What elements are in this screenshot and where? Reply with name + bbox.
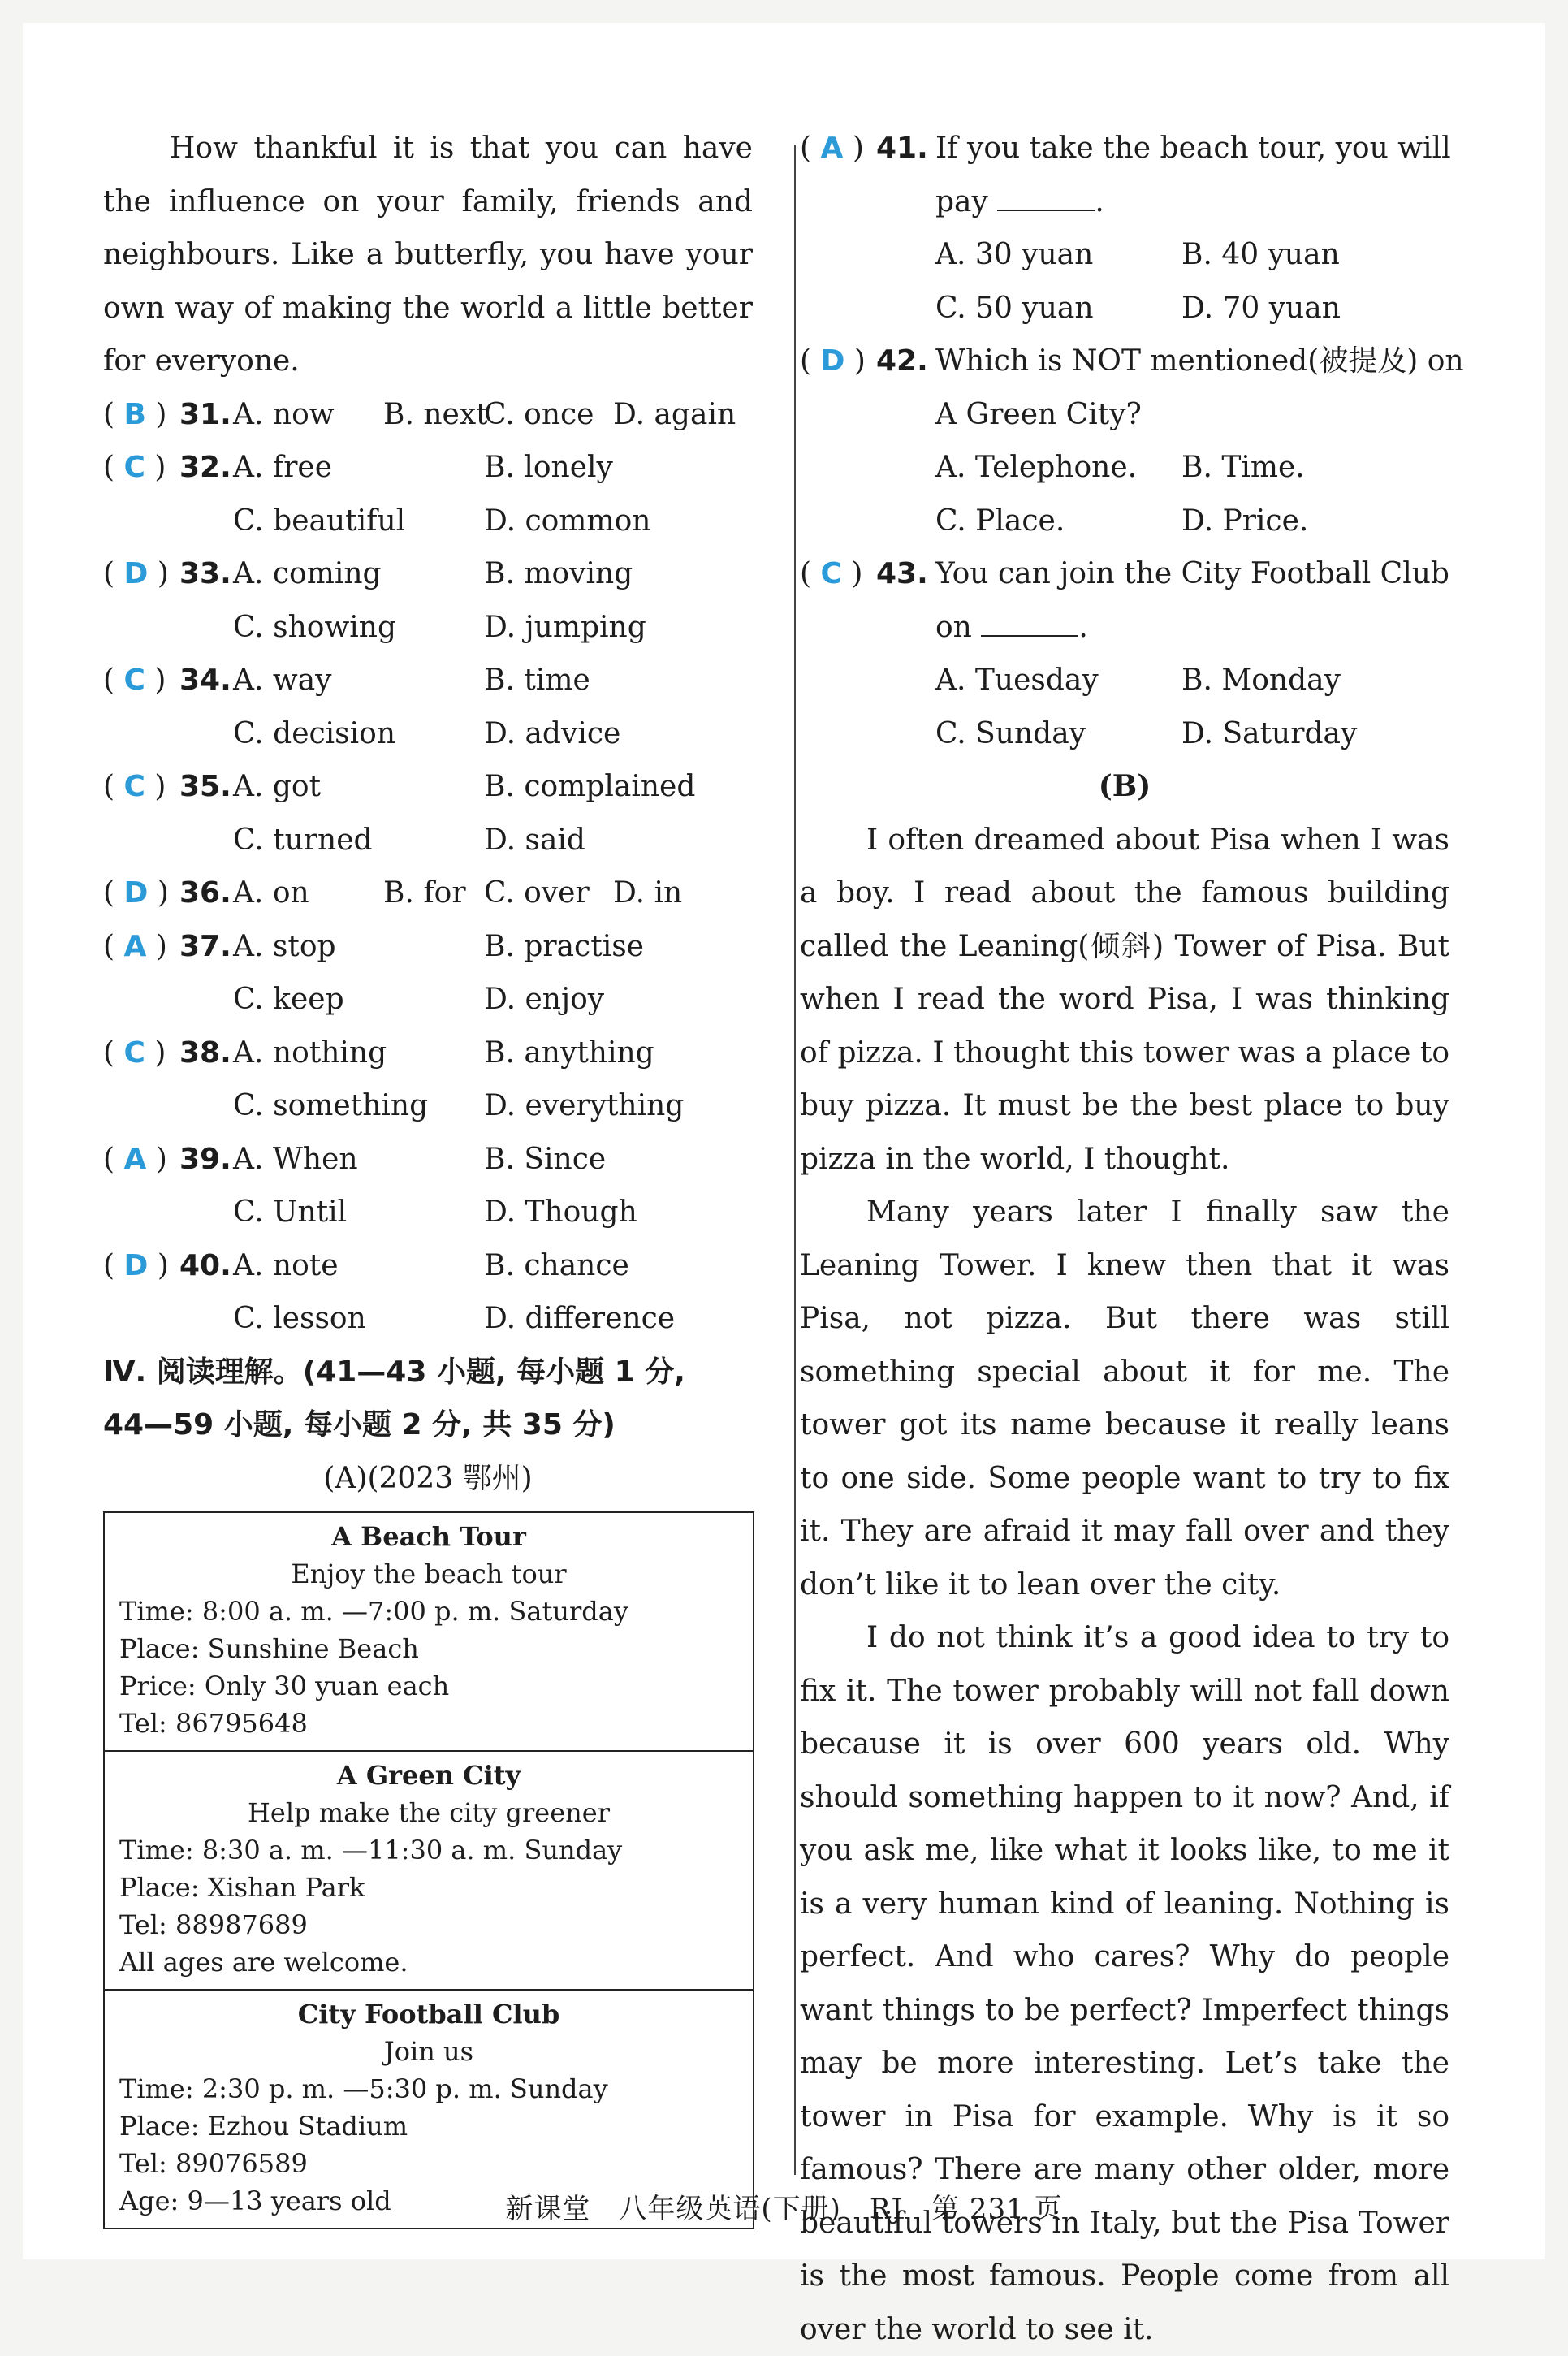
cloze-question: ( A ) 37. A. stop B. practise xyxy=(103,920,753,974)
ad-line: Time: 8:00 a. m. —7:00 p. m. Saturday xyxy=(119,1596,628,1627)
cloze-options-row xyxy=(103,601,753,655)
question-stem-cont: on xyxy=(935,610,972,644)
question-stem-cont: A Green City? xyxy=(935,397,1142,431)
question-stem: You can join the City Football Club xyxy=(935,557,1449,590)
option: A. nothing xyxy=(233,1035,387,1070)
option: A. free xyxy=(233,451,333,484)
ad-line: Place: Xishan Park xyxy=(119,1872,365,1903)
option: C. turned xyxy=(233,823,373,857)
question-number: 40. xyxy=(179,1248,231,1282)
cloze-question: ( C ) 35. A. got B. complained xyxy=(103,760,753,814)
option: D. enjoy xyxy=(484,983,605,1016)
ad-line: Time: 2:30 p. m. —5:30 p. m. Sunday xyxy=(119,2073,608,2104)
cloze-question: ( B ) 31. A. now B. next C. once D. again xyxy=(103,388,753,442)
cloze-options-row xyxy=(103,1079,753,1133)
cloze-question: ( D ) 33. A. coming B. moving xyxy=(103,547,753,601)
option: C. keep xyxy=(233,983,344,1016)
option: A. stop xyxy=(233,929,336,963)
option: A. note xyxy=(233,1248,339,1282)
ad-line: Time: 8:30 a. m. —11:30 a. m. Sunday xyxy=(119,1835,623,1865)
question-number: 33. xyxy=(179,557,231,590)
answer-letter: C xyxy=(123,664,145,697)
right-column: ( A ) 41. If you take the beach tour, you will pay . A. 30 yuan B. 40 yuan C. 50 yuan D. 70 yuan ( D ) 42. Which is NOT mentioned(被提及) on A Green City? A. Telephone. B. Time. C. Place. D. Price. ( C ) 43. You can join the City Football Club on . A. Tuesday B. Monday C. Sunday D. Saturday (B) I often dreamed about Pisa when I was a boy. I read about the famous building called the Leaning(倾斜) Tower of Pisa. But when I read the word Pisa, I was thinking of pizza. I thought this tower was a place to buy pizza. It must be the best place to buy pizza in the world, I thought. Many years later I finally saw the Leaning Tower. I knew then that it was Pisa, not pizza. But there was still something special about it for me. The tower got its name because it really leans to one side. Some people want to try to fix it. They are afraid it may fall over and they don’t like it to lean over the city. I do not think it’s a good idea to try to fix it. The tower probably will not fall down because it is over 600 years old. Why should something happen to it now? And, if you ask me, like what it looks like, to me it is a very human kind of leaning. Nothing is perfect. And who cares? Why do people want things to be perfect? Imperfect things may be more interesting. Let’s take the tower in Pisa for example. Why is it so famous? There are many other older, more beautiful towers in Italy, but the Pisa Tower is the most famous. People come from all over the world to see it. xyxy=(800,122,1449,2356)
ad-green-city xyxy=(104,1751,754,1990)
option: B. Time. xyxy=(1181,451,1305,484)
option: C. lesson xyxy=(233,1302,366,1335)
answer-letter: D xyxy=(123,1248,149,1282)
answer-letter: D xyxy=(123,876,149,910)
option: B. Monday xyxy=(1181,664,1341,697)
ad-line: Tel: 86795648 xyxy=(119,1708,308,1739)
question-stem: If you take the beach tour, you will xyxy=(935,132,1451,165)
option: A. got xyxy=(233,770,322,803)
option: C. 50 yuan xyxy=(935,291,1094,325)
option: D. in xyxy=(613,876,683,910)
answer-letter: A xyxy=(820,132,844,165)
option: D. difference xyxy=(484,1302,676,1335)
cloze-options-row xyxy=(103,1292,753,1346)
option: B. practise xyxy=(484,929,644,963)
option: D. advice xyxy=(484,716,621,750)
cloze-question: ( D ) 36. A. on B. for C. over D. in xyxy=(103,867,753,920)
option: A. on xyxy=(233,876,309,910)
option: A. When xyxy=(233,1142,358,1176)
answer-letter: C xyxy=(123,1035,145,1070)
passage-paragraph-3: I do not think it’s a good idea to try to fix it. The tower probably will not fall down because it is over 600 years old. Why should something happen to it now? And, if you ask me, like what it looks like, to me it is a very human kind of leaning. Nothing is perfect. And who cares? Why do people want things to be perfect? Imperfect things may be more interesting. Let’s take the tower in Pisa for example. Why is it so famous? There are many other older, more beautiful towers in Italy, but the Pisa Tower is the most famous. People come from all over the world to see it. xyxy=(800,1621,1449,2346)
option: C. Sunday xyxy=(935,716,1086,750)
ad-line: Place: Ezhou Stadium xyxy=(119,2111,408,2142)
cloze-question: ( D ) 40. A. note B. chance xyxy=(103,1239,753,1293)
cloze-questions xyxy=(103,388,753,1346)
question-number: 38. xyxy=(179,1035,231,1070)
option: A. coming xyxy=(233,557,382,590)
option: C. beautiful xyxy=(233,504,406,538)
question-42: ( D ) 42. Which is NOT mentioned(被提及) on xyxy=(800,335,1449,388)
option: D. Price. xyxy=(1181,504,1309,538)
answer-blank xyxy=(997,185,1095,211)
option: B. for xyxy=(383,876,466,910)
question-number: 37. xyxy=(179,929,231,963)
option: D. Though xyxy=(484,1195,637,1229)
option: B. next xyxy=(383,397,488,431)
question-number: 32. xyxy=(179,451,231,484)
passage-paragraph-1: I often dreamed about Pisa when I was a boy. I read about the famous building called the Leaning(倾斜) Tower of Pisa. But when I read the word Pisa, I was thinking of pizza. I thought this tower was a place to buy pizza. It must be the best place to buy pizza in the world, I thought. xyxy=(800,823,1449,1176)
cloze-options-row xyxy=(103,973,753,1027)
ad-title: A Green City xyxy=(336,1760,521,1791)
option: A. 30 yuan xyxy=(935,238,1094,271)
answer-letter: A xyxy=(123,929,147,963)
option: C. over xyxy=(484,876,590,910)
option: B. complained xyxy=(484,770,696,803)
option: D. jumping xyxy=(484,610,646,644)
answer-letter: A xyxy=(123,1142,147,1176)
option: A. way xyxy=(233,664,332,697)
option: B. time xyxy=(484,664,590,697)
question-number: 31. xyxy=(179,397,231,431)
answer-letter: D xyxy=(123,557,149,590)
page-footer: 新课堂 八年级英语(下册) RJ 第 231 页 xyxy=(505,2193,1063,2225)
option: D. everything xyxy=(484,1089,685,1122)
ad-subtitle: Join us xyxy=(383,2036,474,2067)
answer-letter: D xyxy=(820,344,845,378)
question-number: 42. xyxy=(876,344,928,378)
option: C. Place. xyxy=(935,504,1065,538)
section-heading-line1: Ⅳ. 阅读理解。(41—43 小题, 每小题 1 分, xyxy=(103,1355,685,1389)
option: B. chance xyxy=(484,1248,629,1282)
option: C. once xyxy=(484,397,594,431)
answer-blank xyxy=(981,611,1078,637)
option: B. anything xyxy=(484,1035,654,1070)
column-divider xyxy=(794,145,796,2175)
cloze-question: ( C ) 38. A. nothing B. anything xyxy=(103,1027,753,1080)
ad-line: Place: Sunshine Beach xyxy=(119,1633,419,1664)
question-number: 43. xyxy=(876,557,928,590)
option: A. now xyxy=(233,397,335,431)
question-stem: Which is NOT mentioned(被提及) on xyxy=(935,344,1464,378)
ad-line: Age: 9—13 years old xyxy=(119,2185,391,2216)
answer-letter: C xyxy=(123,770,145,803)
cloze-options-row xyxy=(103,814,753,867)
option: D. 70 yuan xyxy=(1181,291,1341,325)
question-stem-cont: pay xyxy=(935,184,988,218)
question-number: 41. xyxy=(876,132,928,165)
ad-title: A Beach Tour xyxy=(331,1521,526,1552)
option: B. moving xyxy=(484,557,633,590)
answer-letter: C xyxy=(123,451,145,484)
question-43: ( C ) 43. You can join the City Football Club xyxy=(800,547,1449,601)
question-number: 39. xyxy=(179,1142,231,1176)
option: B. 40 yuan xyxy=(1181,238,1340,271)
answer-letter: C xyxy=(820,557,842,590)
section-heading-line2: 44—59 小题, 每小题 2 分, 共 35 分) xyxy=(103,1408,616,1442)
option: C. decision xyxy=(233,716,396,750)
option: A. Tuesday xyxy=(935,664,1099,697)
part-a-heading: (A)(2023 鄂州) xyxy=(323,1461,533,1495)
answer-letter: B xyxy=(123,397,146,431)
option: C. Until xyxy=(233,1195,348,1229)
question-41-cont: pay . xyxy=(935,184,1104,218)
option: D. Saturday xyxy=(1181,716,1358,750)
ads-table xyxy=(103,1511,754,2229)
ad-line: All ages are welcome. xyxy=(119,1947,408,1978)
option: D. common xyxy=(484,504,651,538)
passage-paragraph-2: Many years later I finally saw the Leaning Tower. I knew then that it was Pisa, not pizza. But there was still something special about it for me. The tower got its name because it really leans to one side. Some people want to try to fix it. They are afraid it may fall over and they don’t like it to lean over the city. xyxy=(800,1195,1449,1602)
ad-subtitle: Enjoy the beach tour xyxy=(291,1558,567,1589)
option: D. said xyxy=(484,823,585,857)
ad-subtitle: Help make the city greener xyxy=(248,1797,610,1828)
cloze-options-row xyxy=(103,495,753,548)
intro-paragraph: How thankful it is that you can have the influence on your family, friends and neighbours. Like a butterfly, you have your own way of making the world a little better for everyone. xyxy=(103,132,753,378)
left-column xyxy=(103,122,753,2229)
option: A. Telephone. xyxy=(935,451,1138,484)
cloze-question: ( C ) 34. A. way B. time xyxy=(103,654,753,707)
cloze-question: ( C ) 32. A. free B. lonely xyxy=(103,441,753,495)
option: B. lonely xyxy=(484,451,613,484)
cloze-question: ( A ) 39. A. When B. Since xyxy=(103,1133,753,1187)
ad-title: City Football Club xyxy=(297,1999,560,2030)
ad-line: Price: Only 30 yuan each xyxy=(119,1671,450,1701)
question-number: 35. xyxy=(179,770,231,803)
ad-line: Tel: 89076589 xyxy=(119,2148,308,2179)
ad-line: Tel: 88987689 xyxy=(119,1909,308,1940)
part-b-heading: (B) xyxy=(1098,769,1151,803)
ad-beach-tour xyxy=(104,1512,754,1751)
question-41: ( A ) 41. If you take the beach tour, you will xyxy=(800,122,1449,175)
option: D. again xyxy=(613,397,736,431)
option: B. Since xyxy=(484,1142,607,1176)
option: C. showing xyxy=(233,610,397,644)
question-number: 36. xyxy=(179,876,231,910)
option: C. something xyxy=(233,1089,429,1122)
cloze-options-row xyxy=(103,1186,753,1239)
cloze-options-row xyxy=(103,707,753,761)
question-number: 34. xyxy=(179,664,231,697)
